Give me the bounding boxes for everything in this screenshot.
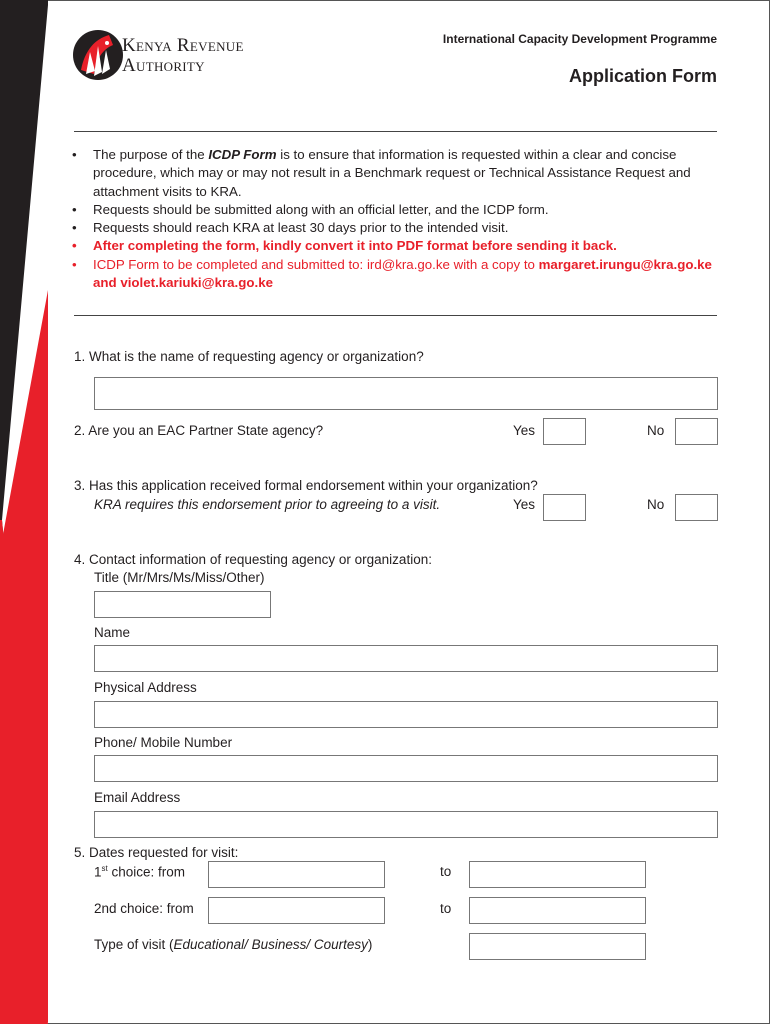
address-label: Physical Address [94, 680, 197, 695]
address-input[interactable] [94, 701, 718, 728]
phone-input[interactable] [94, 755, 718, 782]
question-4-label: 4. Contact information of requesting agency or organization: [74, 552, 432, 567]
first-choice-text: choice: from [107, 864, 186, 880]
q2-no-checkbox[interactable] [675, 418, 718, 445]
icdp-form-emphasis: ICDP Form [208, 147, 277, 162]
top-divider [74, 131, 717, 132]
instruction-text: The purpose of the [93, 147, 209, 162]
q3-no-checkbox[interactable] [675, 494, 718, 521]
logo-wordmark [122, 36, 244, 76]
q2-no-label: No [647, 423, 665, 438]
question-1-label: 1. What is the name of requesting agency or organization? [74, 349, 424, 364]
instruction-item-submit: • ICDP Form to be completed and submitted to: ird@kra.go.ke with a copy to margaret.irungu@kra.go.ke and violet.kariuki@kra.go.ke [72, 256, 712, 291]
logo-line-1: Kenya Revenue [122, 35, 244, 56]
instruction-item-pdf: • After completing the form, kindly convert it into PDF format before sending it back. [72, 238, 617, 254]
instruction-item: • Requests should be submitted along with an official letter, and the ICDP form. [72, 201, 549, 217]
first-choice-to-label: to [440, 864, 452, 879]
q3-yes-checkbox[interactable] [543, 494, 586, 521]
instruction-text: is to ensure that information is requested within a clear and concise procedure, which may or may not result in a Benchmark request or Technical Assistance Request and attachment visits to KRA. [93, 147, 691, 199]
instruction-text: Requests should reach KRA at least 30 days prior to the intended visit. [93, 220, 509, 236]
logo-line-2: Authority [122, 55, 205, 76]
question-3-label: 3. Has this application received formal endorsement within your organization? [74, 478, 538, 493]
name-label: Name [94, 625, 131, 640]
question-5-label: 5. Dates requested for visit: [74, 845, 239, 860]
side-stripe-decoration [0, 0, 48, 1024]
second-choice-label: 2nd choice: from [94, 901, 194, 916]
instruction-item: • The purpose of the ICDP Form is to ensure that information is requested within a clear and concise procedure, which may or may not result in a Benchmark request or Technical Assistance Request and attachment visits to KRA. [72, 147, 691, 199]
second-choice-to-input[interactable] [469, 897, 646, 924]
instruction-item: • Requests should reach KRA at least 30 days prior to the intended visit. [72, 220, 509, 236]
programme-title: International Capacity Development Programme [442, 32, 717, 46]
second-choice-from-input[interactable] [208, 897, 385, 924]
email-input[interactable] [94, 811, 718, 838]
question-2-label: 2. Are you an EAC Partner State agency? [74, 423, 324, 438]
first-choice-number: 1 [94, 864, 102, 880]
visit-type-options: Educational/ Business/ Courtesy [173, 937, 368, 952]
agency-name-input[interactable] [94, 377, 718, 410]
visit-type-suffix: ) [367, 937, 373, 952]
visit-type-label [94, 937, 372, 952]
instruction-text: ICDP Form to be completed and submitted to: ird@kra.go.ke with a copy to [93, 256, 539, 272]
title-input[interactable] [94, 591, 271, 618]
visit-type-input[interactable] [469, 933, 646, 960]
bottom-divider [74, 315, 717, 316]
form-title: Application Form [569, 66, 717, 86]
name-input[interactable] [94, 645, 718, 672]
instruction-text: Requests should be submitted along with an official letter, and the ICDP form. [93, 201, 549, 217]
q3-no-label: No [647, 497, 665, 512]
instructions-list [72, 146, 720, 292]
first-choice-to-input[interactable] [469, 861, 646, 888]
submission-emails[interactable]: margaret.irungu@kra.go.ke and violet.kariuki@kra.go.ke [93, 256, 712, 291]
phone-label: Phone/ Mobile Number [94, 735, 233, 750]
question-3-note: KRA requires this endorsement prior to agreeing to a visit. [94, 497, 441, 512]
first-choice-label [94, 864, 185, 880]
second-choice-to-label: to [440, 901, 452, 916]
first-choice-from-input[interactable] [208, 861, 385, 888]
first-choice-suffix: st [101, 864, 108, 873]
q2-yes-label: Yes [513, 423, 536, 438]
email-label: Email Address [94, 790, 181, 805]
visit-type-prefix: Type of visit ( [94, 937, 174, 952]
title-label: Title (Mr/Mrs/Ms/Miss/Other) [94, 570, 265, 585]
q3-yes-label: Yes [513, 497, 536, 512]
q2-yes-checkbox[interactable] [543, 418, 586, 445]
instruction-text: After completing the form, kindly convert it into PDF format before sending it back. [93, 238, 617, 254]
